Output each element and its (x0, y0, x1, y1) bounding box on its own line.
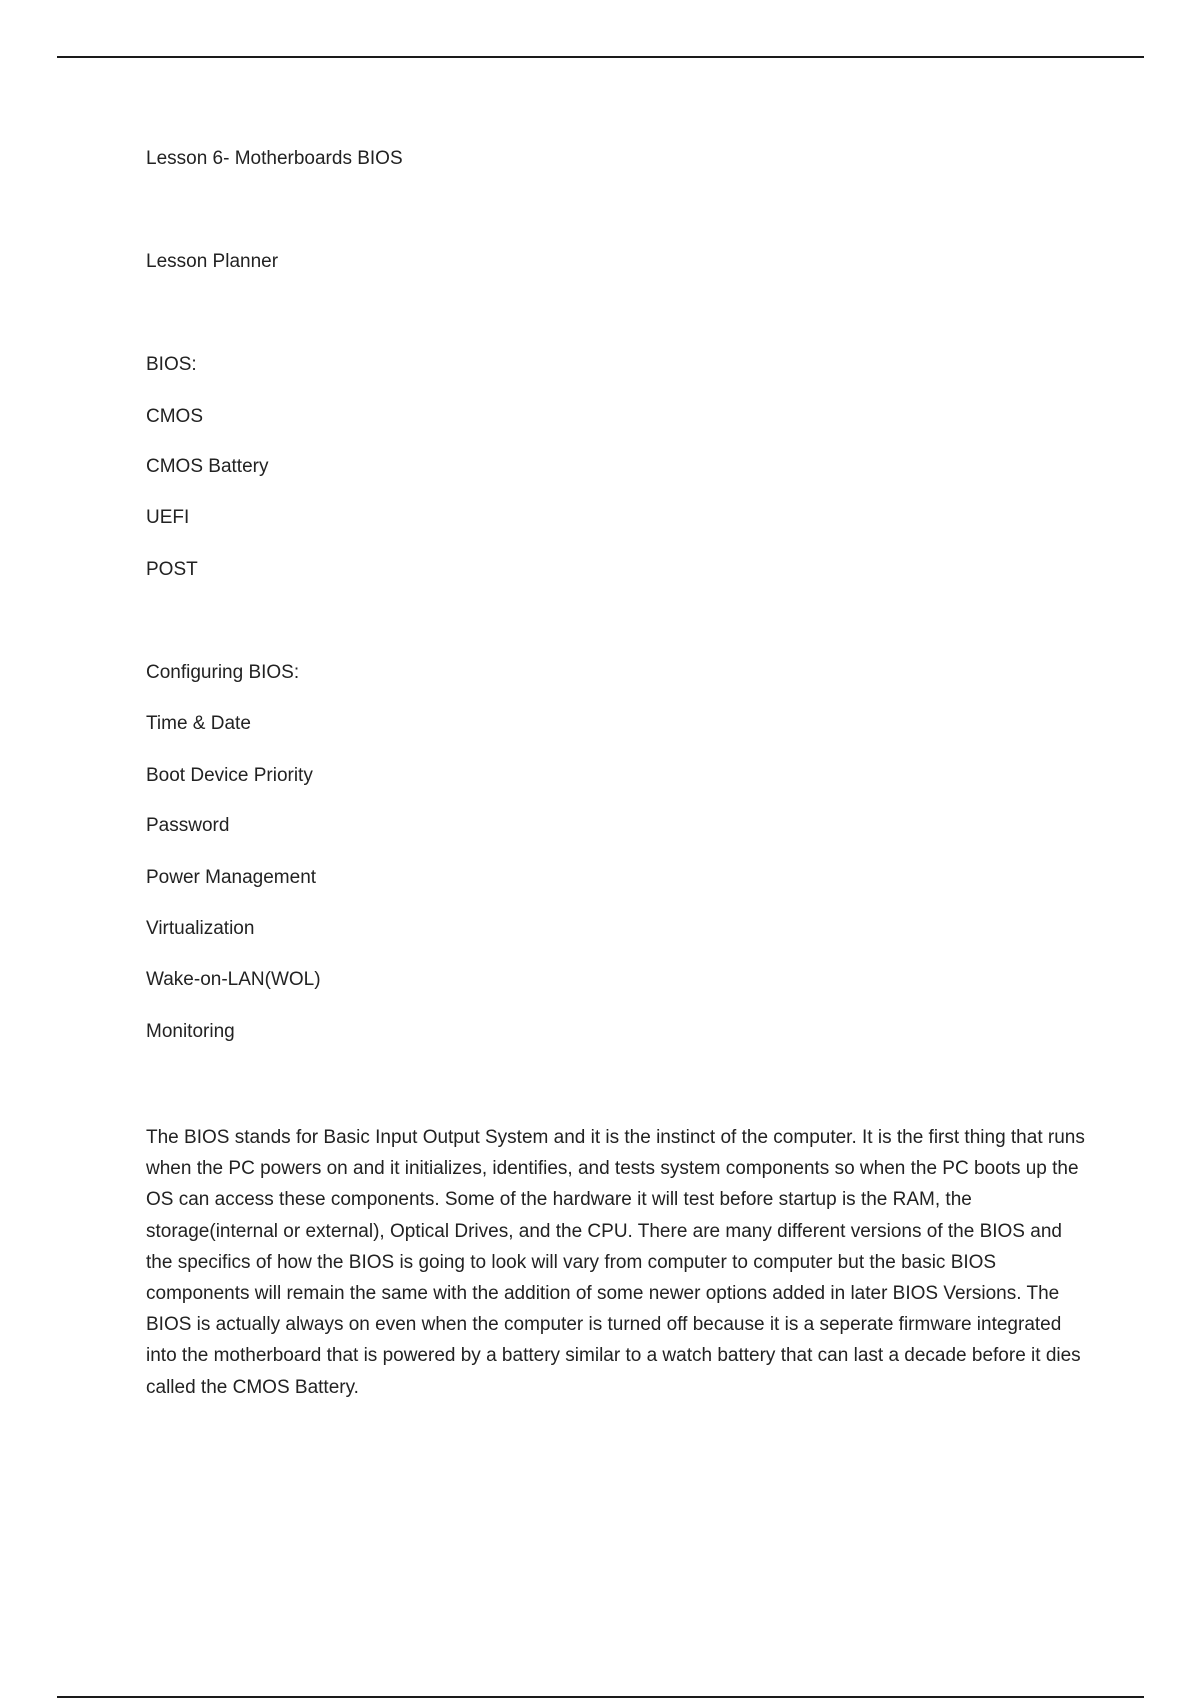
bios-item-cmos: CMOS (146, 406, 203, 427)
bios-heading: BIOS: (146, 354, 197, 375)
bios-item-post: POST (146, 559, 198, 580)
page-title: Lesson 6- Motherboards BIOS (146, 148, 403, 169)
config-item-monitoring: Monitoring (146, 1021, 235, 1042)
config-item-virtualization: Virtualization (146, 918, 255, 939)
bios-item-uefi: UEFI (146, 507, 190, 528)
header-rule (57, 56, 1144, 58)
page-subtitle: Lesson Planner (146, 251, 279, 272)
configuring-heading: Configuring BIOS: (146, 662, 300, 683)
config-item-power-management: Power Management (146, 867, 317, 888)
config-item-wol: Wake-on-LAN(WOL) (146, 969, 321, 990)
config-item-time-date: Time & Date (146, 713, 251, 734)
config-item-boot-priority: Boot Device Priority (146, 765, 313, 786)
footer-rule (57, 1696, 1144, 1698)
bios-description-paragraph: The BIOS stands for Basic Input Output System and it is the instinct of the computer. It is the first thing that runs when the PC powers on and it initializes, identifies, and tests system components so when the PC boots up the OS can access these components. Some of the hardware it will test before startup is the RAM, the storage(internal or external), Optical Drives, and the CPU. There are many different versions of the BIOS and the specifics of how the BIOS is going to look will vary from computer to computer but the basic BIOS components will remain the same with the addition of some newer options added in later BIOS Versions. The BIOS is actually always on even when the computer is turned off because it is a seperate firmware integrated into the motherboard that is powered by a battery similar to a watch battery that can last a decade before it dies called the CMOS Battery. (146, 1127, 1085, 1398)
bios-item-cmos-battery: CMOS Battery (146, 456, 269, 477)
config-item-password: Password (146, 815, 230, 836)
